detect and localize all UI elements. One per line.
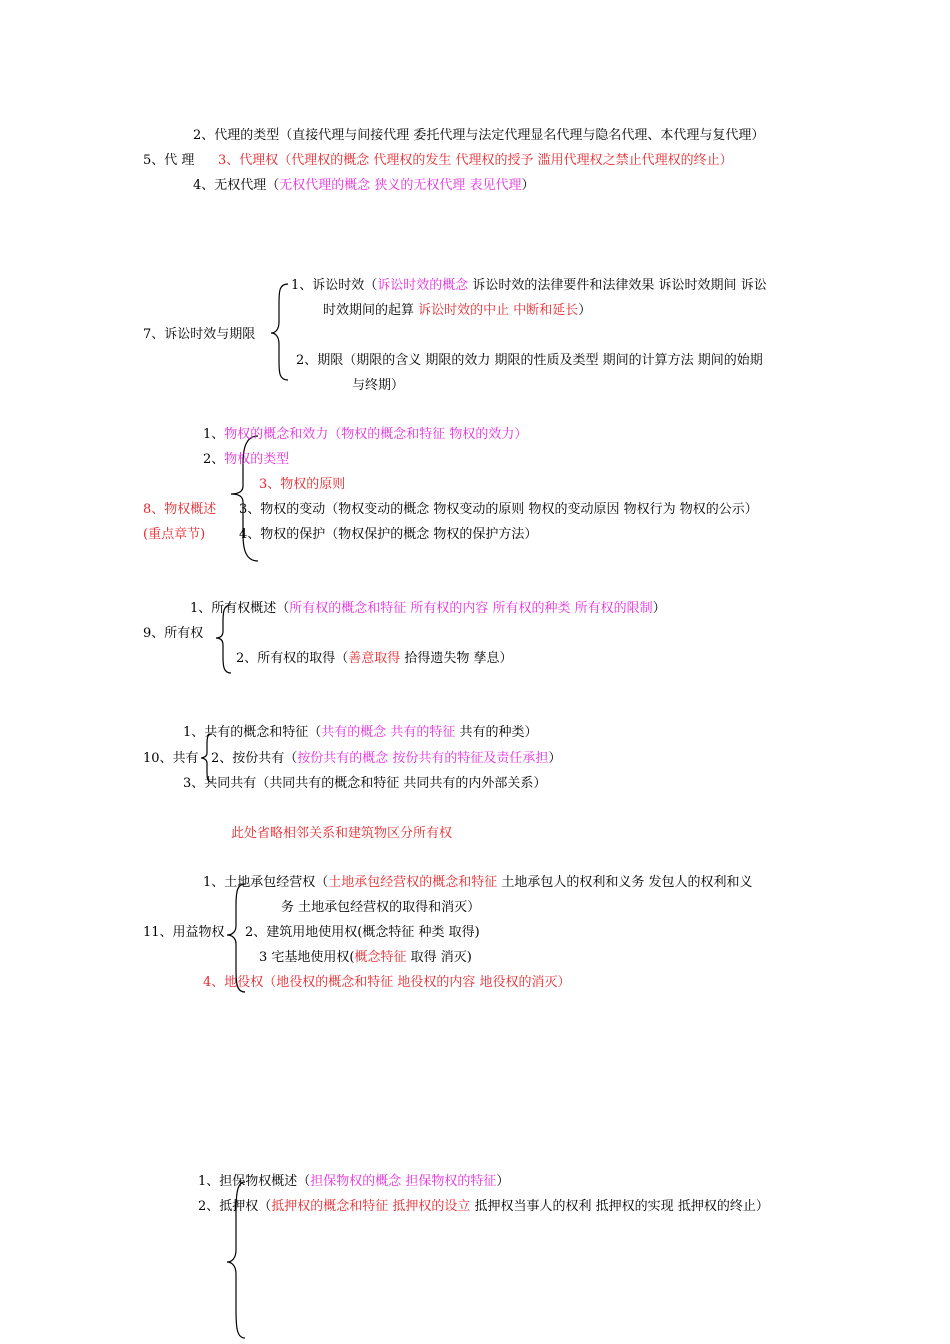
s10-line1-head: 1、共有的概念和特征（: [183, 725, 322, 740]
s5-line3-tail: ）: [521, 178, 535, 193]
s11-line1-tail: 土地承包人的权利和义务 发包人的权利和义: [497, 875, 753, 890]
s10-line1: [183, 724, 538, 742]
s12-line1-head: 1、担保物权概述（: [198, 1174, 311, 1189]
s9-line2: [236, 650, 513, 668]
s5-line3-highlight: 无权代理的概念 狭义的无权代理 表见代理: [279, 178, 522, 193]
s10-line1-highlight: 共有的概念 共有的特征: [321, 725, 456, 740]
s7-label: 7、诉讼时效与期限: [143, 327, 256, 342]
s8-line4: 3、物权的变动（物权变动的概念 物权变动的原则 物权的变动原因 物权行为 物权的公示）: [239, 502, 758, 517]
s11-line1: [203, 874, 753, 892]
s10-line2-tail: ）: [548, 751, 562, 766]
s12-line1: [198, 1173, 509, 1191]
s7-line2-highlight: 诉讼时效的中止 中断和延长: [418, 303, 579, 318]
s10-line3: 3、共同共有（共同共有的概念和特征 共同共有的内外部关系）: [183, 776, 547, 791]
s11-label: 11、用益物权: [143, 925, 225, 940]
s7-line2-head: 时效期间的起算: [323, 303, 419, 318]
s12-line2: [198, 1198, 769, 1216]
s12-line2-tail: 抵押权当事人的权利 抵押权的实现 抵押权的终止）: [470, 1199, 769, 1214]
s11-line1-highlight: 土地承包经营权的概念和特征: [328, 875, 498, 890]
s5-line3-head: 4、无权代理（: [193, 178, 280, 193]
s9-label: 9、所有权: [143, 626, 204, 641]
s8-line3: 3、物权的原则: [259, 477, 346, 492]
s11-line4-head: 3 宅基地使用权(: [259, 950, 355, 965]
s12-line2-head: 2、抵押权（: [198, 1199, 272, 1214]
s7-line4: 与终期）: [352, 378, 405, 393]
s10-label: 10、共有: [143, 751, 199, 766]
s7-line3: 2、期限（期限的含义 期限的效力 期限的性质及类型 期间的计算方法 期间的始期: [296, 353, 763, 368]
s10-line2-head: 2、按份共有（: [211, 751, 298, 766]
s7-line1-tail: 诉讼时效的法律要件和法律效果 诉讼时效期间 诉讼: [468, 278, 767, 293]
s12-line1-tail: ）: [496, 1174, 510, 1189]
s11-line4: [259, 949, 472, 967]
s7-line2-tail: ）: [578, 303, 592, 318]
s11-line1-head: 1、土地承包经营权（: [203, 875, 329, 890]
s10-line2-highlight: 按份共有的概念 按份共有的特征及责任承担: [297, 751, 549, 766]
s11-line4-tail: 取得 消灭): [406, 950, 472, 965]
s11-line4-highlight: 概念特征: [354, 950, 407, 965]
s8-label: 8、物权概述: [143, 502, 217, 517]
s8-label-note: (重点章节): [143, 527, 206, 542]
s8-line2-num: 2、: [203, 452, 225, 467]
s11-line2: 务 土地承包经营权的取得和消灭）: [281, 900, 481, 915]
s8-line5: 4、物权的保护（物权保护的概念 物权的保护方法）: [239, 527, 538, 542]
s12-line2-highlight: 抵押权的概念和特征 抵押权的设立: [271, 1199, 471, 1214]
s12-line1-highlight: 担保物权的概念 担保物权的特征: [310, 1174, 497, 1189]
s7-brace: [270, 282, 290, 382]
s9-line2-highlight: 善意取得: [348, 651, 401, 666]
s9-line1-head: 1、所有权概述（: [190, 601, 290, 616]
s9-line2-tail: 拾得遗失物 孳息）: [400, 651, 513, 666]
s9-line1-highlight: 所有权的概念和特征 所有权的内容 所有权的种类 所有权的限制: [289, 601, 653, 616]
s11-line3: 2、建筑用地使用权(概念特征 种类 取得): [245, 925, 480, 940]
s10-line1-tail: 共有的种类）: [455, 725, 538, 740]
omission-note: 此处省略相邻关系和建筑物区分所有权: [231, 826, 453, 841]
s7-line1-head: 1、诉讼时效（: [291, 278, 378, 293]
s5-line2: 3、代理权（代理权的概念 代理权的发生 代理权的授予 滥用代理权之禁止代理权的终止）: [218, 153, 733, 168]
s8-line1: [203, 426, 527, 444]
s5-line3: [193, 177, 535, 195]
s7-line1-highlight: 诉讼时效的概念: [377, 278, 469, 293]
s5-label: 5、代 理: [143, 153, 195, 168]
s7-line1: [291, 277, 767, 295]
s9-line2-head: 2、所有权的取得（: [236, 651, 349, 666]
s8-line1-num: 1、: [203, 427, 225, 442]
s9-line1: [190, 600, 666, 618]
s8-line1-highlight: 物权的概念和效力（物权的概念和特征 物权的效力）: [224, 427, 528, 442]
s9-line1-tail: ）: [652, 601, 666, 616]
s8-line2: [203, 451, 289, 469]
s8-line2-highlight: 物权的类型: [224, 452, 290, 467]
s7-line2: [323, 302, 591, 320]
s11-line5: 4、地役权（地役权的概念和特征 地役权的内容 地役权的消灭）: [203, 975, 571, 990]
s5-line1: 2、代理的类型（直接代理与间接代理 委托代理与法定代理显名代理与隐名代理、本代理与复代理）: [193, 128, 765, 143]
s10-line2: [211, 750, 561, 768]
